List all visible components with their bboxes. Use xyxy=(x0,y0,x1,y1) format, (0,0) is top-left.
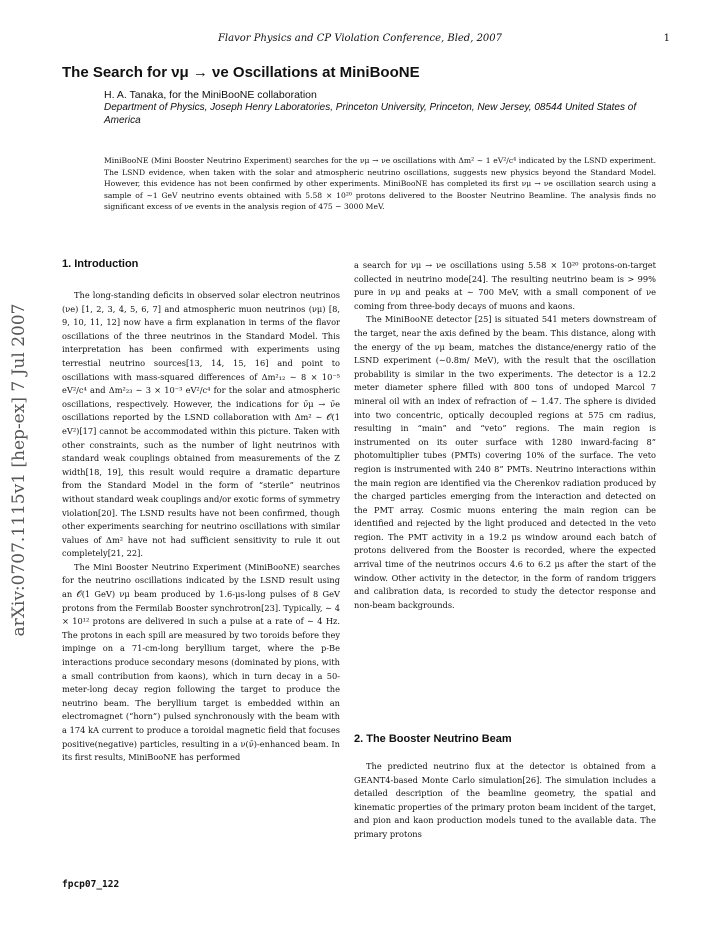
intro-paragraph-3: a search for νμ → νe oscillations using 5.58 × 10²⁰ protons-on-target collected in neutrino mode[24]. The resulting neutrino beam is > 99% pure in νμ and peaks at ∼ 700 MeV, with a small component of νe coming from three-body decays of muons and kaons. xyxy=(354,260,656,311)
paper-id-footer: fpcp07_122 xyxy=(62,879,120,890)
section-heading-introduction: 1. Introduction xyxy=(62,258,139,270)
arxiv-sidebar xyxy=(8,280,30,660)
abstract: MiniBooNE (Mini Booster Neutrino Experiment) searches for the νμ → νe oscillations with Δm² ∼ 1 eV²/c⁴ indicated by the LSND experiment. The LSND evidence, when taken with the solar and atmospheric neutrino oscillations, suggests new physics beyond the Standard Model. However, this evidence has not been confirmed by other experiments. MiniBooNE has completed its first νμ → νe oscillation search using a sample of ∼1 GeV neutrino events obtained with 5.58 × 10²⁰ protons delivered to the Booster Neutrino Beamline. The analysis finds no significant excess of νe events in the analysis region of 475 − 3000 MeV. xyxy=(104,156,656,212)
running-header: Flavor Physics and CP Violation Conference, Bled, 2007 xyxy=(217,33,503,44)
intro-paragraph-2: The Mini Booster Neutrino Experiment (MiniBooNE) searches for the neutrino oscillations indicated by the LSND result using an 𝒪(1 GeV) νμ beam produced by 1.6-μs-long pulses of 8 GeV protons from the Fermilab Booster synchrotron[23]. Typically, ∼ 4 × 10¹² protons are delivered in such a pulse at a rate of ∼ 4 Hz. The protons in each spill are measured by two toroids before they impinge on a 71-cm-long beryllium target, where the p-Be interactions produce secondary mesons (dominated by pions, with a small contribution from kaons), which in turn decay in a 50-meter-long decay region following the target to produce the neutrino beam. The beryllium target is embedded within an electromagnet (“horn”) pulsed synchronously with the beam with a 174 kA current to produce a toroidal magnetic field that focuses positive(negative) particles, resulting in a ν(ν̄)-enhanced beam. In its first results, MiniBooNE has performed xyxy=(62,561,340,763)
beam-column xyxy=(354,760,656,842)
paper-title: The Search for νμ → νe Oscillations at MiniBooNE xyxy=(62,64,420,81)
author-line: H. A. Tanaka, for the MiniBooNE collaboration xyxy=(104,89,317,101)
page-number: 1 xyxy=(663,33,670,44)
right-column xyxy=(354,259,656,612)
arxiv-identifier: arXiv:0707.1115v1 [hep-ex] 7 Jul 2007 xyxy=(9,303,29,637)
affiliation: Department of Physics, Joseph Henry Laboratories, Princeton University, Princeton, New Jersey, 08544 United States of America xyxy=(104,102,637,126)
left-column xyxy=(62,289,340,765)
detector-paragraph: The MiniBooNE detector [25] is situated 541 meters downstream of the target, near the axis defined by the beam. This distance, along with the energy of the νμ beam, matches the distance/energy ratio of the LSND experiment (∼0.8m/ MeV), with the result that the oscillation probability is similar in the two experiments. The detector is a 12.2 meter diameter sphere filled with 800 tons of undoped Marcol 7 mineral oil with an index of refraction of ∼ 1.47. The sphere is divided into two concentric, optically decoupled regions at 575 cm radius, resulting in “main” and “veto” regions. The main region is instrumented on its outer surface with 1280 inward-facing 8” photomultiplier tubes (PMTs) covering 10% of the surface. The veto region is instrumented with 240 8” PMTs. Neutrino interactions within the main region are identified via the Cherenkov radiation produced by the charged particles emerging from the interaction and detected on the PMT array. Cosmic muons entering the main region can be identified and rejected by the light produced and detected in the veto region. The PMT activity in a 19.2 μs window around each batch of protons delivered from the Booster is recorded, where the expected arrival time of the neutrinos occurs 4.6 to 6.2 μs after the start of the window. Other activity in the detector, in the form of random triggers and calibration data, is recorded to study the detector response and non-beam backgrounds. xyxy=(354,314,656,610)
intro-paragraph-1: The long-standing deficits in observed solar electron neutrinos (νe) [1, 2, 3, 4, 5, 6, 7] and atmospheric muon neutrinos (νμ) [8, 9, 10, 11, 12] now have a firm explanation in terms of the flavor oscillations of the three neutrinos in the Standard Model. This interpretation has been confirmed with experiments using terrestial neutrino sources[13, 14, 15, 16] and point to oscillations with mass-squared differences of Δm²₁₂ ∼ 8 × 10⁻⁵ eV²/c⁴ and Δm²₂₃ ∼ 3 × 10⁻³ eV²/c⁴ for the solar and atmospheric oscillations, respectively. However, the indications for ν̄μ → ν̄e oscillations reported by the LSND collaboration with Δm² ∼ 𝒪(1 eV²)[17] cannot be accommodated within this picture. Taken with other constraints, such as the number of light neutrinos with standard weak couplings obtained from measurements of the Z width[18, 19], this result would require a dramatic departure from the Standard Model in the form of “sterile” neutrinos without standard weak couplings and/or exotic forms of symmetry violation[20]. The LSND results have not been confirmed, though other experiments searching for neutrino oscillations with similar values of Δm² have not had sufficient sensitivity to rule it out completely[21, 22]. xyxy=(62,290,340,559)
section-heading-booster-beam: 2. The Booster Neutrino Beam xyxy=(354,733,512,745)
beam-paragraph-1: The predicted neutrino flux at the detector is obtained from a GEANT4-based Monte Carlo simulation[26]. The simulation includes a detailed description of the beamline geometry, the spatial and kinematic properties of the primary proton beam incident of the target, and pion and kaon production models tuned to the available data. The primary protons xyxy=(354,761,656,839)
